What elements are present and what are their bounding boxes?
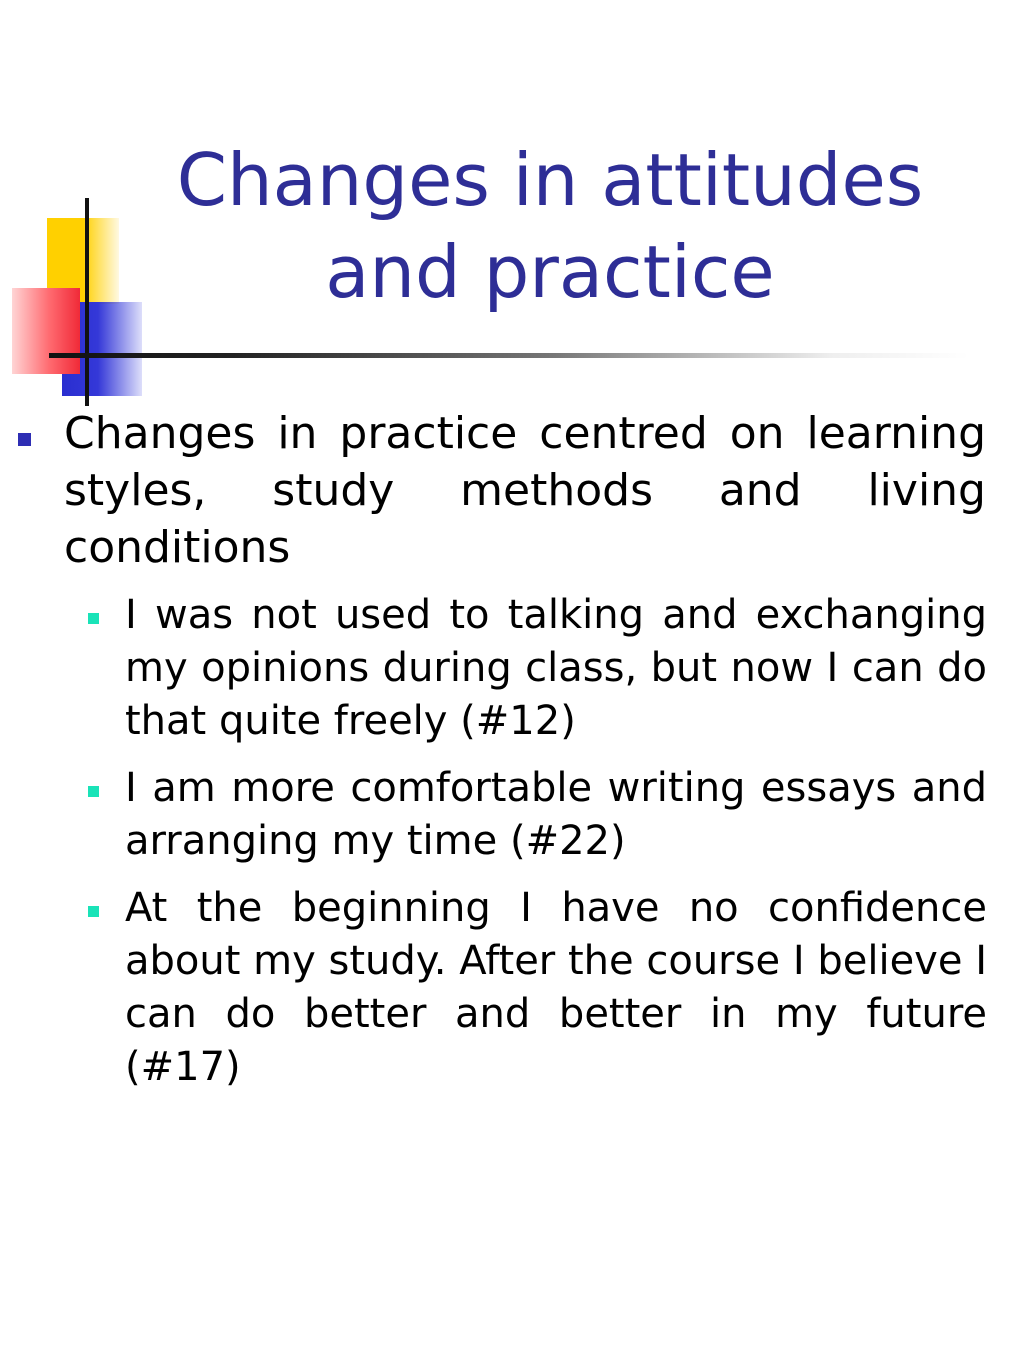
bullet-item-main <box>64 405 986 576</box>
bullet-text: Changes in practice centred on learning styles, study methods and living conditions <box>64 408 986 573</box>
square-bullet-icon <box>88 613 99 624</box>
slide-title: Changes in attitudes and practice <box>176 138 924 314</box>
square-bullet-icon <box>88 906 99 917</box>
square-bullet-icon <box>18 433 31 446</box>
sub-bullet-item <box>125 589 987 748</box>
vertical-rule-decoration <box>85 198 89 406</box>
square-bullet-icon <box>88 786 99 797</box>
sub-bullet-text: At the beginning I have no confidence about my study. After the course I believe I can do better and better in my future (#17) <box>125 885 987 1090</box>
sub-bullet-list <box>0 589 1024 1094</box>
sub-bullet-item <box>125 762 987 868</box>
sub-bullet-text: I am more comfortable writing essays and arranging my time (#22) <box>125 765 987 864</box>
title-underline-rule <box>49 353 969 358</box>
sub-bullet-item <box>125 882 987 1094</box>
sub-bullet-text: I was not used to talking and exchanging my opinions during class, but now I can do that quite freely (#12) <box>125 592 987 744</box>
slide-body <box>0 405 1024 1108</box>
red-square-decoration <box>12 288 80 374</box>
